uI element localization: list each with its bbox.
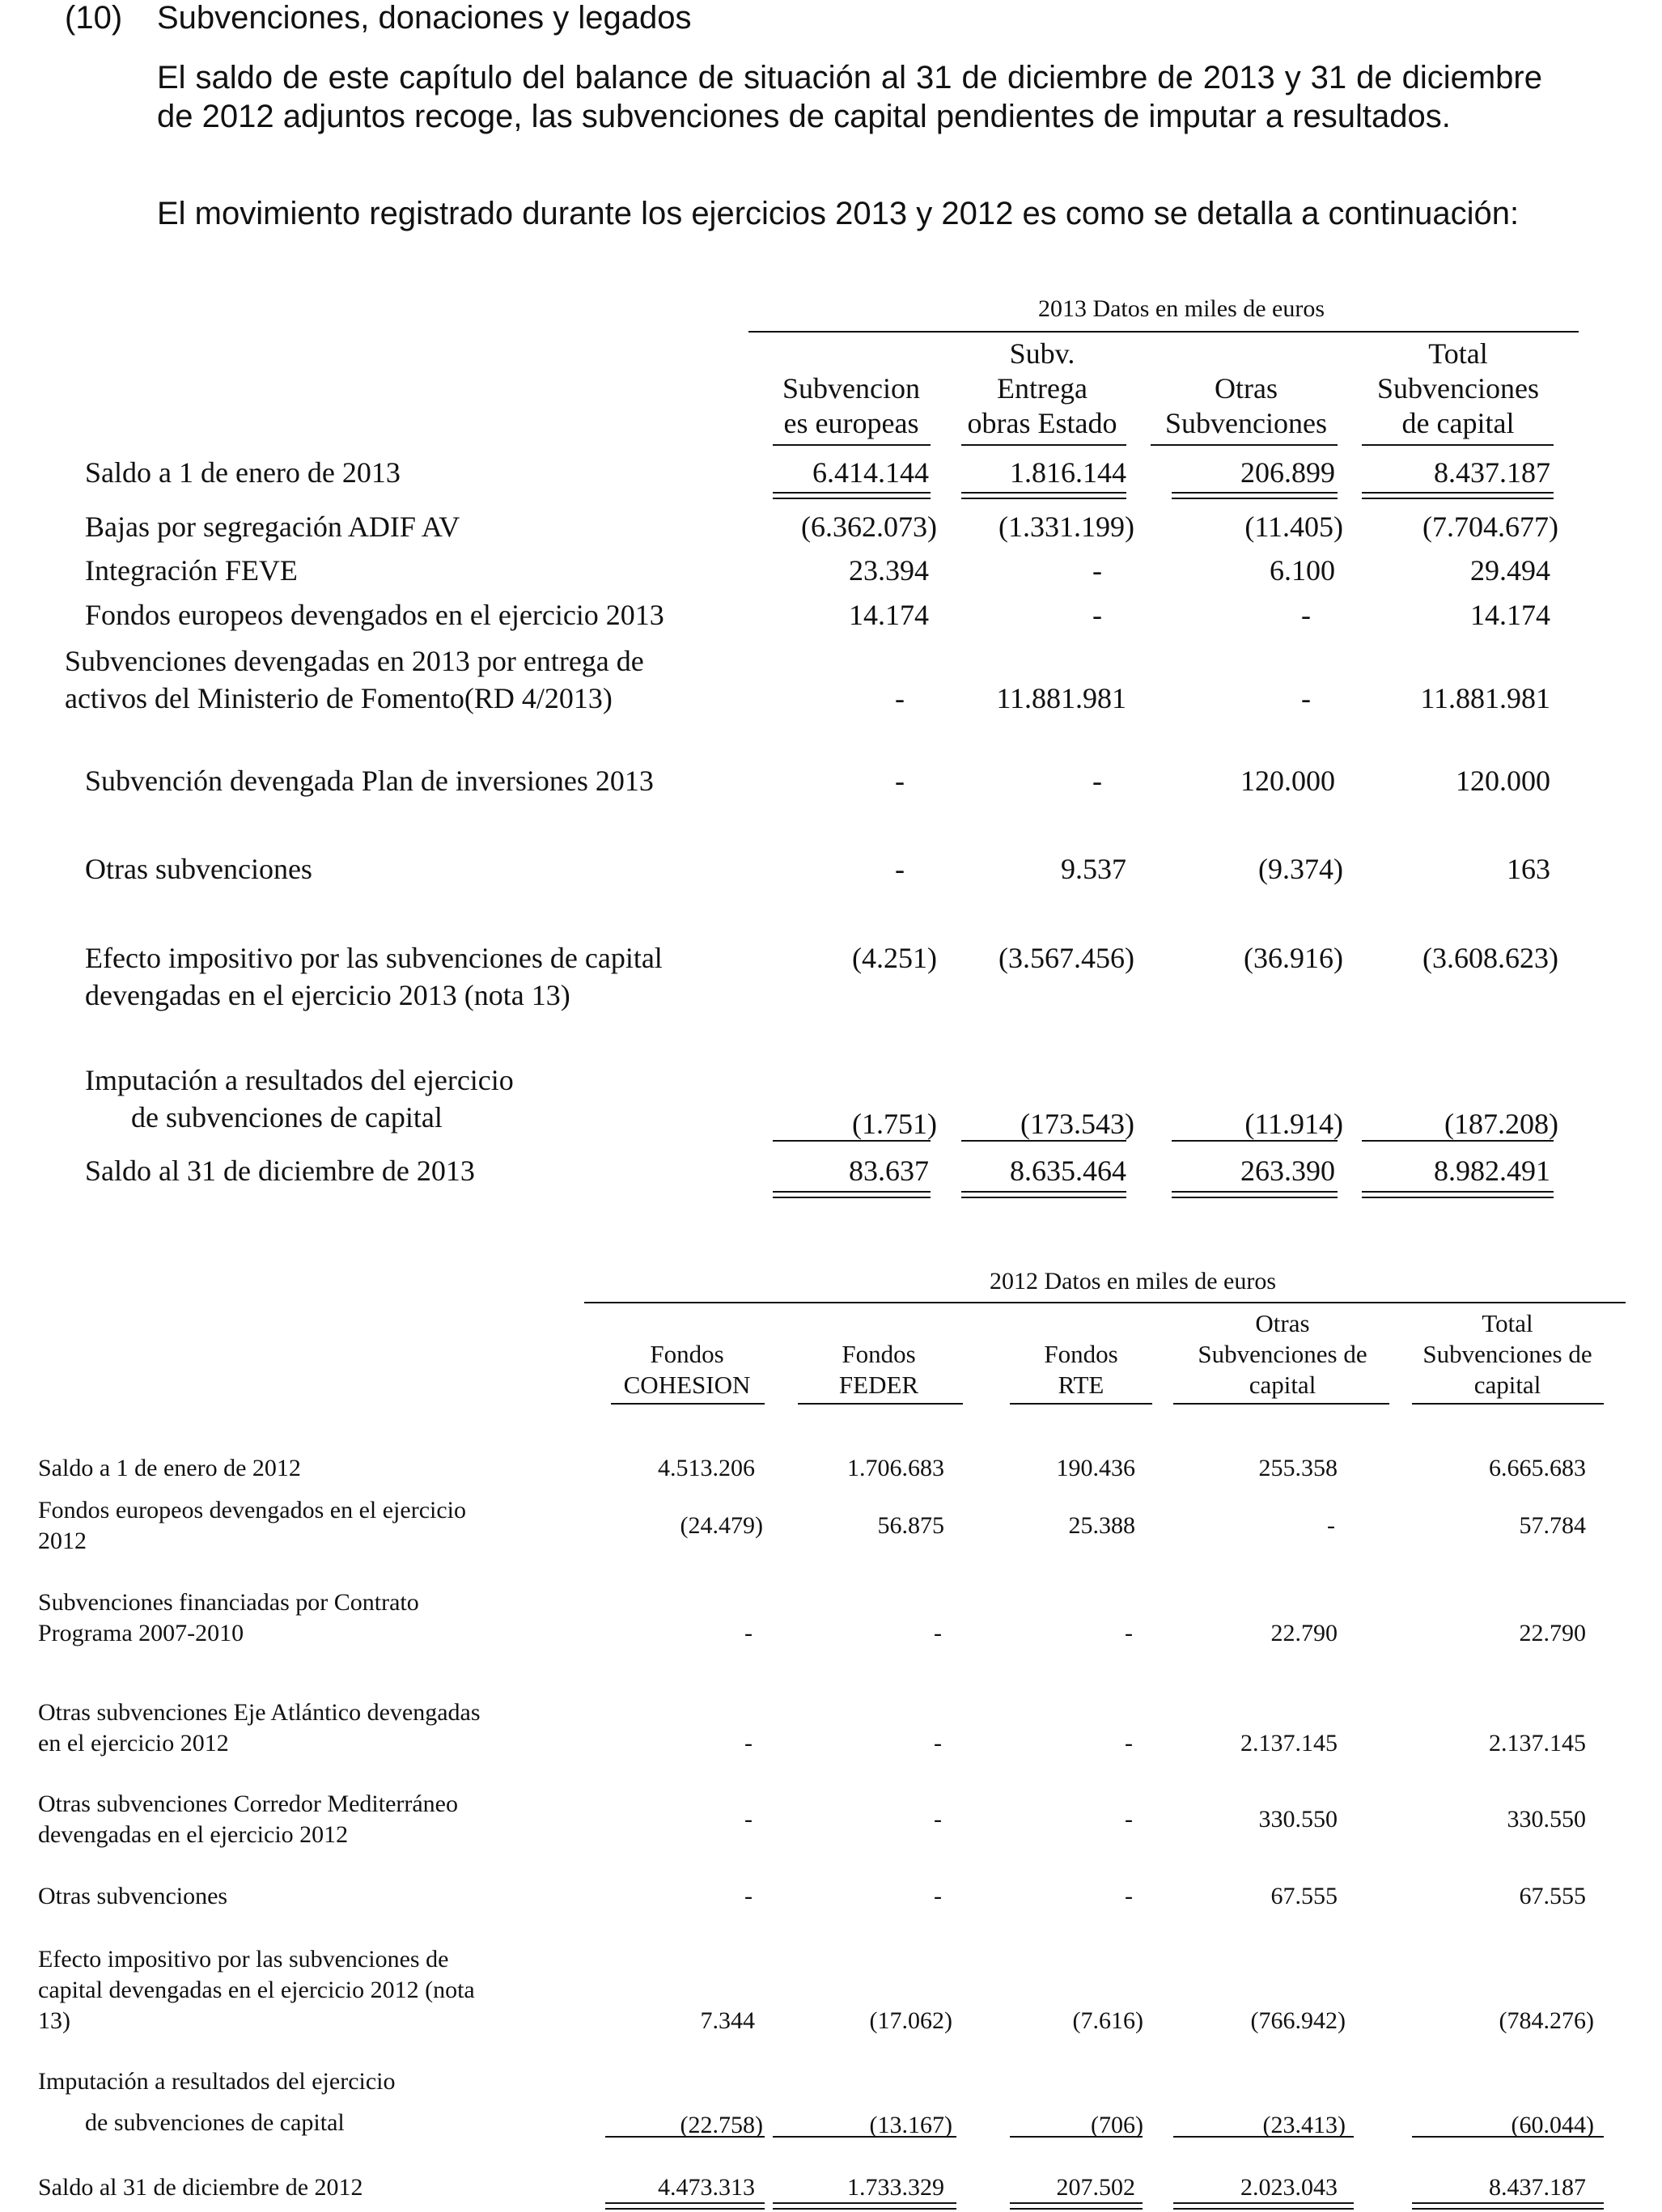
row-label: en el ejercicio 2012: [38, 1730, 229, 1756]
subtotal-rule: [773, 1140, 931, 1142]
cell-value: 67.555: [1270, 1883, 1338, 1909]
column-header: Otras: [1255, 1309, 1310, 1337]
cell-value: 1.706.683: [847, 1455, 944, 1481]
cell-value: (187.208): [1444, 1108, 1558, 1140]
cell-value: 263.390: [1240, 1155, 1335, 1187]
column-header: obras Estado: [967, 407, 1117, 439]
column-header: capital: [1473, 1371, 1541, 1399]
row-label: Saldo a 1 de enero de 2012: [38, 1455, 301, 1481]
column-header: Fondos: [650, 1340, 724, 1368]
double-rule: [1173, 2202, 1354, 2210]
cell-value: 4.513.206: [658, 1455, 755, 1481]
header-underline: [1010, 1403, 1152, 1405]
cell-value: (706): [1091, 2112, 1143, 2138]
header-underline: [1362, 444, 1554, 446]
cell-value: 120.000: [1456, 765, 1550, 797]
column-header: Subv.: [1009, 337, 1075, 370]
column-header: Entrega: [997, 372, 1088, 405]
cell-value: 57.784: [1519, 1512, 1586, 1539]
cell-value: (23.413): [1262, 2112, 1346, 2138]
section-title: Subvenciones, donaciones y legados: [157, 0, 692, 36]
subtotal-rule: [1173, 2136, 1354, 2138]
row-label: devengadas en el ejercicio 2013 (nota 13): [85, 979, 570, 1011]
cell-value: -: [934, 1806, 942, 1833]
row-label: Otras subvenciones: [85, 853, 312, 885]
cell-value: -: [934, 1883, 942, 1909]
cell-value: 255.358: [1258, 1455, 1338, 1481]
row-label: activos del Ministerio de Fomento(RD 4/2013): [65, 682, 613, 714]
cell-value: (3.608.623): [1422, 942, 1558, 974]
cell-value: -: [1301, 599, 1311, 631]
double-rule: [605, 2202, 765, 2210]
cell-value: -: [744, 1806, 753, 1833]
column-header: Subvencion: [782, 372, 920, 405]
subtotal-rule: [961, 1140, 1126, 1142]
double-rule: [1412, 2202, 1604, 2210]
row-label: Otras subvenciones Eje Atlántico devengadas: [38, 1699, 481, 1726]
cell-value: 14.174: [1470, 599, 1550, 631]
row-label: Fondos europeos devengados en el ejercicio 2013: [85, 599, 664, 631]
double-rule: [773, 2202, 956, 2210]
double-rule: [961, 492, 1126, 499]
cell-value: 207.502: [1056, 2174, 1135, 2201]
cell-value: 67.555: [1519, 1883, 1586, 1909]
cell-value: -: [934, 1730, 942, 1756]
cell-value: (784.276): [1499, 2007, 1594, 2034]
column-header: Fondos: [842, 1340, 916, 1368]
cell-value: (6.362.073): [801, 511, 937, 543]
cell-value: 11.881.981: [996, 682, 1126, 714]
cell-value: -: [1125, 1806, 1133, 1833]
cell-value: 14.174: [849, 599, 929, 631]
cell-value: (24.479): [680, 1512, 763, 1539]
column-header: de capital: [1401, 407, 1515, 439]
cell-value: 2.023.043: [1240, 2174, 1338, 2201]
double-rule: [1172, 1191, 1338, 1198]
cell-value: 6.665.683: [1489, 1455, 1586, 1481]
cell-value: -: [895, 765, 905, 797]
row-label: Fondos europeos devengados en el ejercicio: [38, 1497, 466, 1523]
cell-value: (1.331.199): [998, 511, 1134, 543]
cell-value: 163: [1507, 853, 1550, 885]
cell-value: 29.494: [1470, 554, 1550, 587]
cell-value: 2.137.145: [1240, 1730, 1338, 1756]
row-label: Subvenciones financiadas por Contrato: [38, 1589, 419, 1616]
cell-value: 330.550: [1507, 1806, 1586, 1833]
cell-value: 8.635.464: [1010, 1155, 1126, 1187]
cell-value: (1.751): [852, 1108, 937, 1140]
double-rule: [961, 1191, 1126, 1198]
column-header: Otras: [1215, 372, 1278, 405]
cell-value: 7.344: [700, 2007, 755, 2034]
double-rule: [773, 1191, 931, 1198]
double-rule: [1362, 1191, 1554, 1198]
header-underline: [1151, 444, 1338, 446]
row-label: Subvenciones devengadas en 2013 por entrega de: [65, 645, 644, 677]
row-label: de subvenciones de capital: [131, 1101, 443, 1134]
cell-value: 83.637: [849, 1155, 929, 1187]
column-header: FEDER: [838, 1371, 919, 1399]
cell-value: (173.543): [1020, 1108, 1134, 1140]
cell-value: -: [1092, 554, 1102, 587]
row-label: Saldo a 1 de enero de 2013: [85, 456, 401, 489]
subtotal-rule: [1362, 1140, 1554, 1142]
row-label: 2012: [38, 1528, 87, 1554]
row-label: Otras subvenciones: [38, 1883, 228, 1909]
header-underline: [1173, 1403, 1389, 1405]
column-header: Subvenciones: [1377, 372, 1539, 405]
cell-value: 22.790: [1519, 1620, 1586, 1646]
cell-value: (22.758): [680, 2112, 763, 2138]
double-rule: [1172, 492, 1338, 499]
column-header: capital: [1249, 1371, 1316, 1399]
row-label: Imputación a resultados del ejercicio: [38, 2068, 396, 2095]
row-label: Saldo al 31 de diciembre de 2013: [85, 1155, 475, 1187]
cell-value: (13.167): [869, 2112, 952, 2138]
table-caption: 2013 Datos en miles de euros: [1037, 295, 1325, 322]
row-label: Efecto impositivo por las subvenciones de: [38, 1946, 449, 1973]
cell-value: (3.567.456): [998, 942, 1134, 974]
column-header: Fondos: [1044, 1340, 1118, 1368]
double-rule: [773, 492, 931, 499]
row-label: 13): [38, 2007, 70, 2034]
column-header: Total: [1428, 337, 1488, 370]
cell-value: 8.982.491: [1434, 1155, 1550, 1187]
column-header: COHESION: [623, 1371, 751, 1399]
table-caption: 2012 Datos en miles de euros: [989, 1268, 1277, 1295]
row-label: Bajas por segregación ADIF AV: [85, 511, 460, 543]
cell-value: 2.137.145: [1489, 1730, 1586, 1756]
cell-value: 22.790: [1270, 1620, 1338, 1646]
cell-value: 6.100: [1270, 554, 1335, 587]
cell-value: -: [1092, 765, 1102, 797]
header-underline: [798, 1403, 963, 1405]
section-number: (10): [65, 0, 123, 36]
cell-value: (766.942): [1250, 2007, 1346, 2034]
cell-value: -: [1327, 1512, 1335, 1539]
cell-value: 25.388: [1068, 1512, 1135, 1539]
cell-value: 23.394: [849, 554, 929, 587]
column-header: Total: [1482, 1309, 1533, 1337]
row-label: devengadas en el ejercicio 2012: [38, 1821, 349, 1848]
cell-value: 120.000: [1240, 765, 1335, 797]
row-label: Saldo al 31 de diciembre de 2012: [38, 2174, 363, 2201]
cell-value: (9.374): [1258, 853, 1343, 885]
intro-paragraph: El saldo de este capítulo del balance de situación al 31 de diciembre de 2013 y 31 de diciembre de 2012 adjuntos recoge, las subvenciones de capital pendientes de imputar a resultados.: [157, 60, 1542, 134]
row-label: capital devengadas en el ejercicio 2012 (nota: [38, 1977, 475, 2003]
header-underline: [773, 444, 931, 446]
row-label: Otras subvenciones Corredor Mediterráneo: [38, 1790, 458, 1817]
cell-value: 206.899: [1240, 456, 1335, 489]
cell-value: -: [744, 1883, 753, 1909]
row-label: Imputación a resultados del ejercicio: [85, 1064, 514, 1096]
subtotal-rule: [1412, 2136, 1604, 2138]
cell-value: (7.616): [1072, 2007, 1143, 2034]
column-header: Subvenciones de: [1422, 1340, 1592, 1368]
cell-value: (4.251): [852, 942, 937, 974]
cell-value: 4.473.313: [658, 2174, 755, 2201]
double-rule: [1362, 492, 1554, 499]
column-header: Subvenciones: [1165, 407, 1327, 439]
cell-value: 11.881.981: [1420, 682, 1550, 714]
cell-value: 8.437.187: [1434, 456, 1550, 489]
header-underline: [611, 1403, 765, 1405]
cell-value: -: [895, 853, 905, 885]
subtotal-rule: [1172, 1140, 1338, 1142]
cell-value: (17.062): [869, 2007, 952, 2034]
cell-value: (11.405): [1244, 511, 1343, 543]
cell-value: 1.816.144: [1010, 456, 1126, 489]
subtotal-rule: [605, 2136, 765, 2138]
header-underline: [961, 444, 1126, 446]
cell-value: -: [934, 1620, 942, 1646]
cell-value: -: [1125, 1620, 1133, 1646]
cell-value: 56.875: [877, 1512, 944, 1539]
movement-paragraph: El movimiento registrado durante los ejercicios 2013 y 2012 es como se detalla a continuación:: [157, 196, 1520, 231]
row-label: Integración FEVE: [85, 554, 298, 587]
cell-value: (7.704.677): [1422, 511, 1558, 543]
caption-rule: [584, 1302, 1626, 1303]
cell-value: (11.914): [1244, 1108, 1343, 1140]
cell-value: (36.916): [1244, 942, 1343, 974]
subtotal-rule: [1010, 2136, 1143, 2138]
cell-value: 6.414.144: [812, 456, 929, 489]
row-label: Efecto impositivo por las subvenciones de capital: [85, 942, 663, 974]
column-header: es europeas: [783, 407, 919, 439]
cell-value: -: [744, 1620, 753, 1646]
cell-value: 9.537: [1061, 853, 1126, 885]
row-label: Programa 2007-2010: [38, 1620, 244, 1646]
cell-value: 8.437.187: [1489, 2174, 1586, 2201]
cell-value: -: [1125, 1883, 1133, 1909]
row-label: de subvenciones de capital: [85, 2109, 345, 2136]
subtotal-rule: [773, 2136, 956, 2138]
row-label: Subvención devengada Plan de inversiones 2013: [85, 765, 654, 797]
cell-value: -: [1092, 599, 1102, 631]
header-underline: [1412, 1403, 1604, 1405]
column-header: RTE: [1058, 1371, 1104, 1399]
cell-value: -: [895, 682, 905, 714]
cell-value: 190.436: [1056, 1455, 1135, 1481]
cell-value: -: [1301, 682, 1311, 714]
cell-value: -: [744, 1730, 753, 1756]
caption-rule: [748, 331, 1579, 333]
cell-value: (60.044): [1511, 2112, 1594, 2138]
cell-value: 330.550: [1258, 1806, 1338, 1833]
column-header: Subvenciones de: [1198, 1340, 1367, 1368]
cell-value: 1.733.329: [847, 2174, 944, 2201]
cell-value: -: [1125, 1730, 1133, 1756]
double-rule: [1010, 2202, 1143, 2210]
